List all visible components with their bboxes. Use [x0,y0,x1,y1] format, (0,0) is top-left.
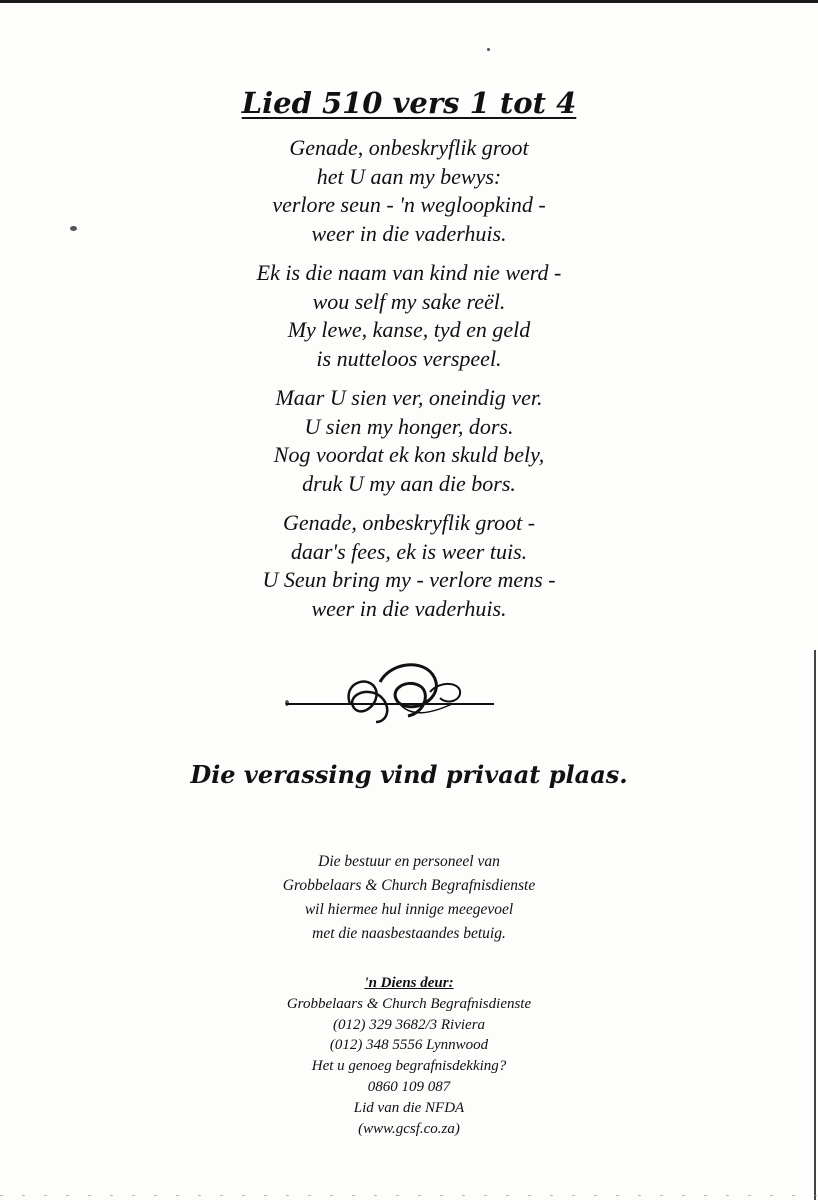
verse-line: verlore seun - 'n wegloopkind - [272,192,546,217]
stanza [0,509,818,623]
verse-line: Genade, onbeskryflik groot [289,135,529,160]
calligraphic-flourish-icon [280,652,500,732]
condolence-line: Grobbelaars & Church Begrafnisdienste [282,877,536,894]
condolence-message [0,850,818,946]
verse-line: wou self my sake reël. [312,288,506,314]
verse-line: daar's fees, ek is weer tuis. [290,538,528,564]
phone-riviera: (012) 329 3682/3 Riviera [332,1016,486,1033]
verse-line: weer in die vaderhuis. [311,220,507,246]
hymn-lyrics [0,134,818,634]
verse-line: weer in die vaderhuis. [311,595,507,621]
condolence-line: Die bestuur en personeel van [318,853,500,870]
verse-line: Genade, onbeskryflik groot - [282,510,536,535]
verse-line: U Seun bring my - verlore mens - [262,567,556,592]
service-line: Grobbelaars & Church Begrafnisdienste [286,995,532,1012]
website-text: (www.gcsf.co.za) [358,1120,460,1137]
stanza [0,134,818,248]
condolence-line: met die naasbestaandes betuig. [312,925,506,942]
verse-line: is nutteloos verspeel. [316,345,502,371]
verse-line: het U aan my bewys: [316,163,502,189]
verse-line: Ek is die naam van kind nie werd - [256,260,562,285]
stanza [0,384,818,498]
hymn-title: Lied 510 vers 1 tot 4 [241,86,577,120]
condolence-line: wil hiermee hul innige meegevoel [304,901,514,918]
verse-line: Maar U sien ver, oneindig ver. [275,385,543,410]
verse-line: My lewe, kanse, tyd en geld [287,317,531,342]
verse-line: Nog voordat ek kon skuld bely, [273,442,545,467]
phone-cover: 0860 109 087 [367,1078,451,1095]
page-bottom-edge [0,1195,818,1196]
page-top-edge [0,0,818,3]
verse-line: U sien my honger, dors. [304,413,514,439]
phone-lynnwood: (012) 348 5556 Lynnwood [329,1037,489,1054]
scan-speck [487,48,490,51]
service-line: Lid van die NFDA [353,1099,465,1116]
service-heading: 'n Diens deur: [364,975,454,991]
verse-line: druk U my aan die bors. [302,470,516,496]
service-line: Het u genoeg begrafnisdekking? [311,1058,507,1075]
stanza [0,259,818,373]
cremation-notice: Die verassing vind privaat plaas. [190,760,628,789]
service-provider-block [0,973,818,1139]
